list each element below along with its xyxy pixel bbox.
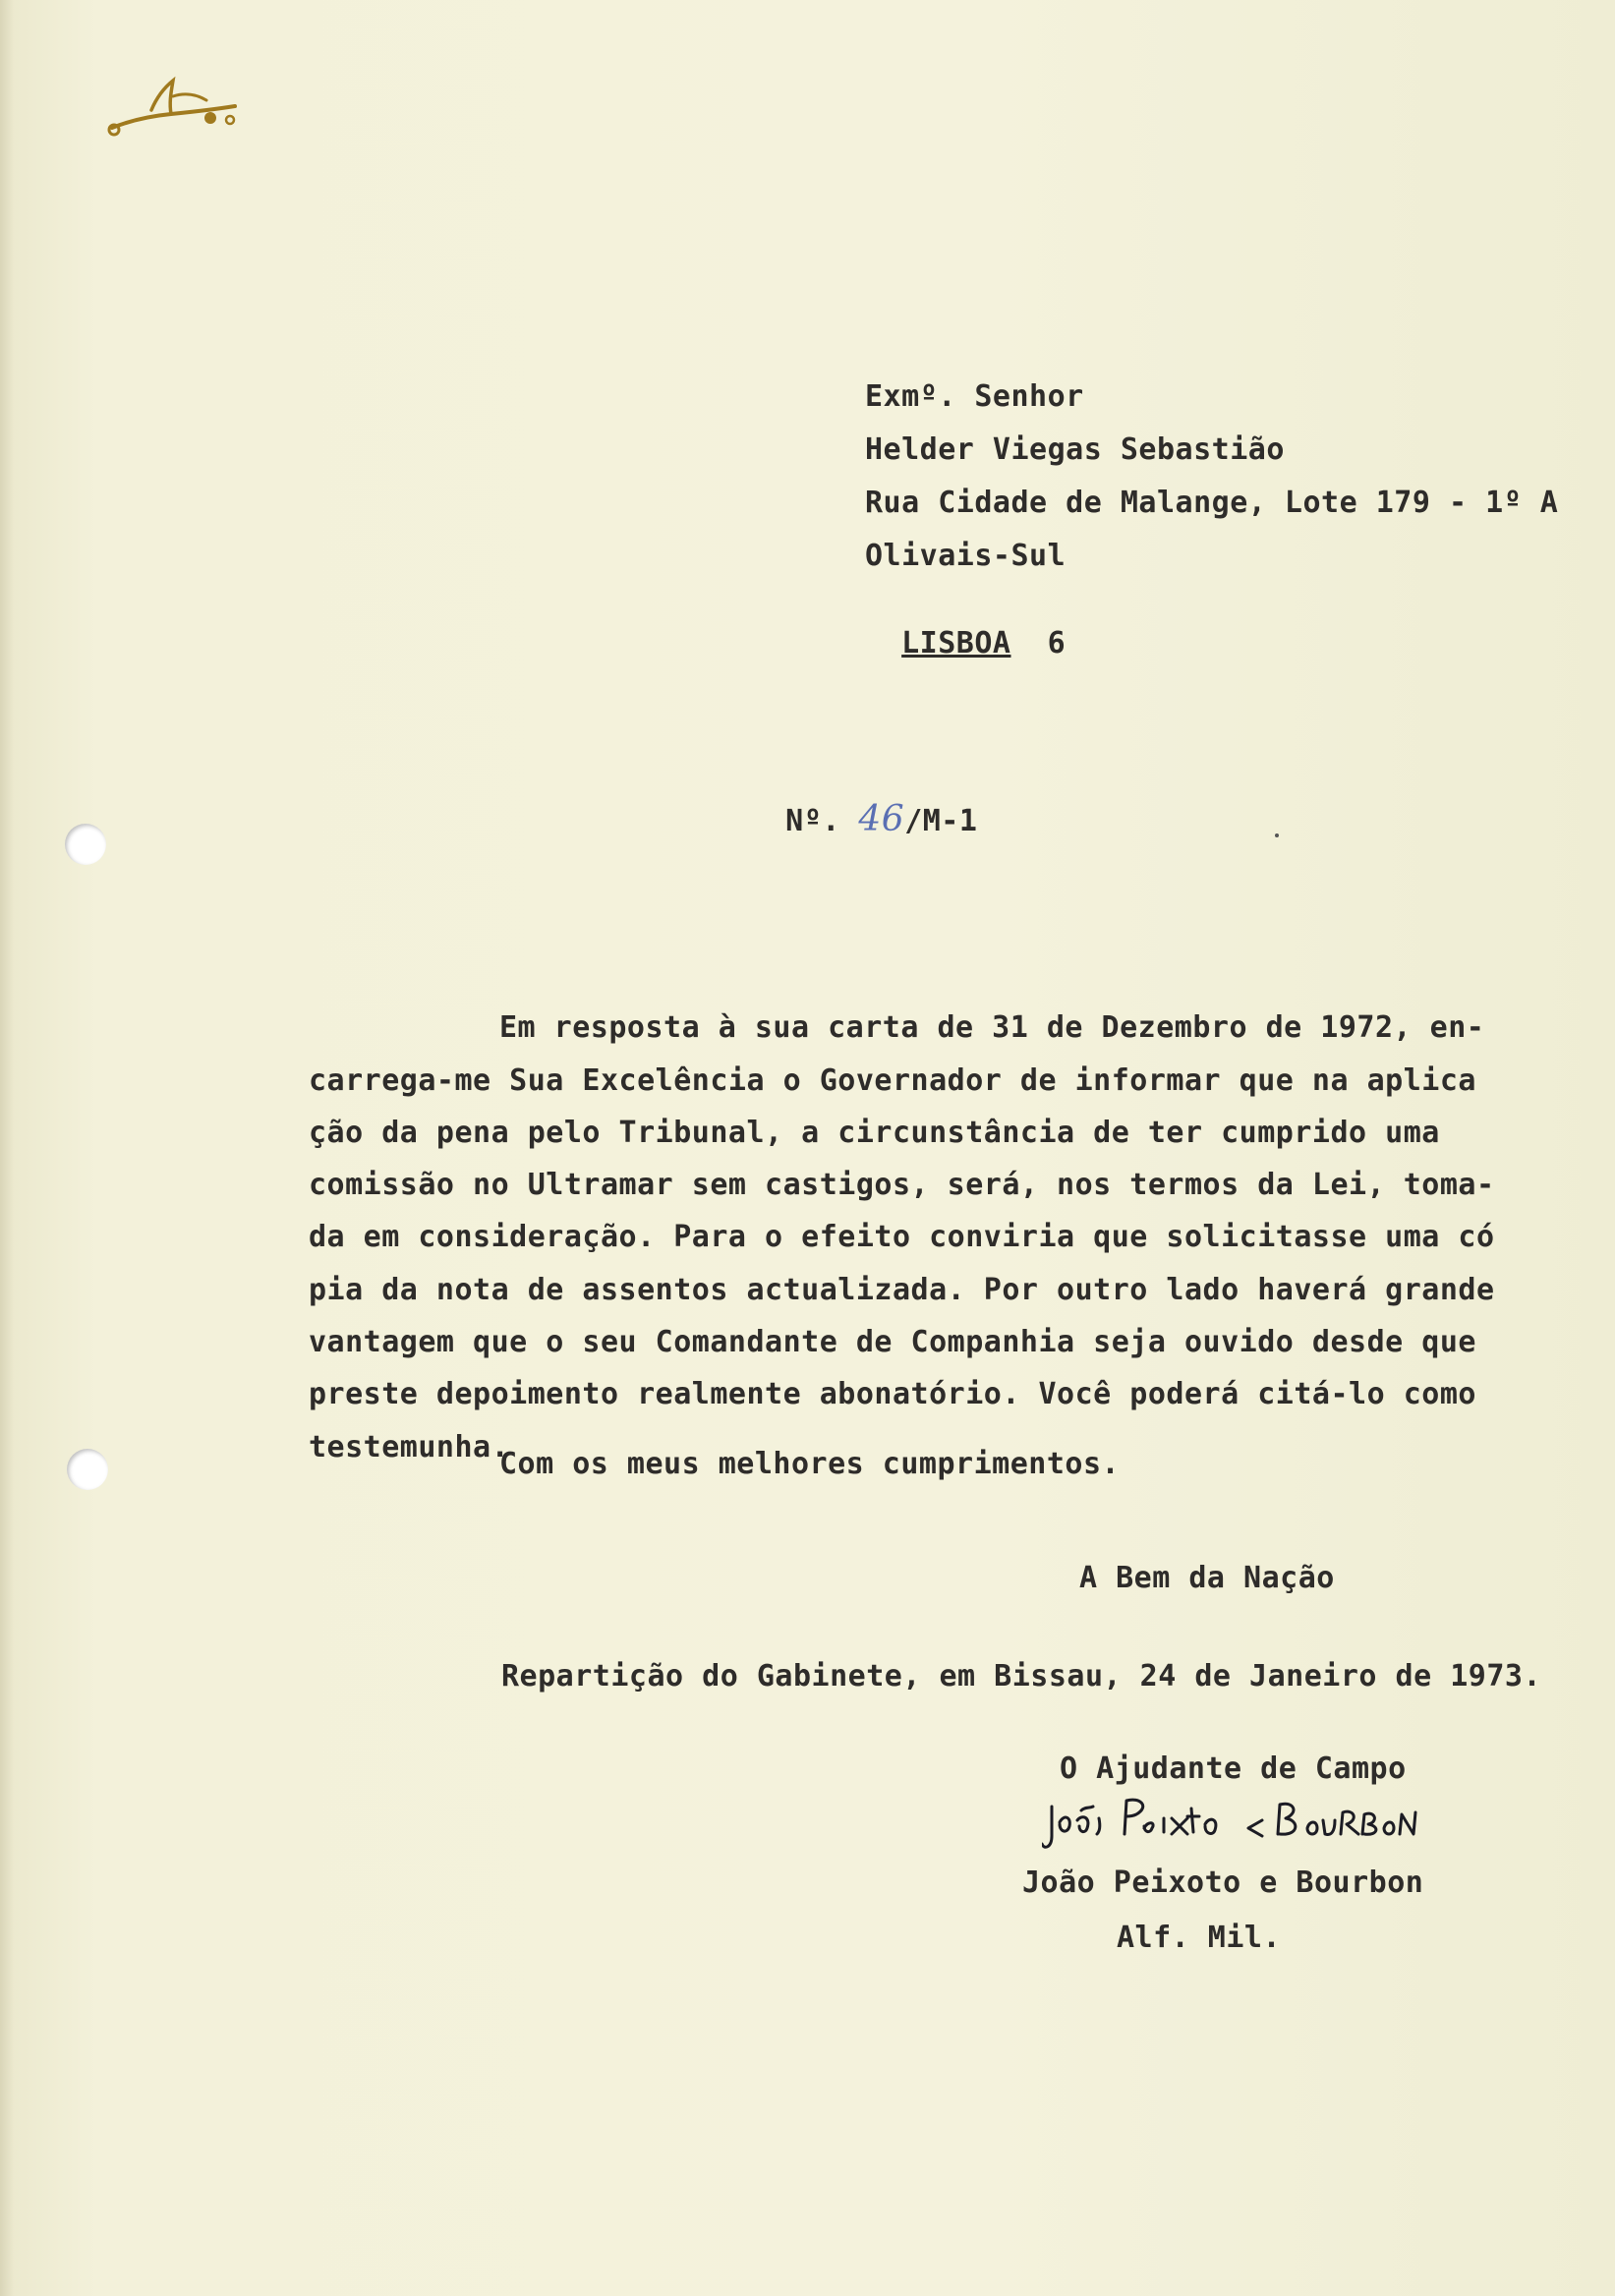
reference-suffix: /M-1 [904, 804, 978, 838]
body-line-2: carrega-me Sua Excelência o Governador de informar que na aplica [309, 1062, 1476, 1098]
addressee-city-line [865, 592, 1066, 660]
handwritten-reference-number: 46 [858, 799, 905, 839]
addressee-postal-code: 6 [1047, 626, 1067, 660]
signer-title: O Ajudante de Campo [1060, 1751, 1407, 1786]
place-date: Repartição do Gabinete, em Bissau, 24 de Janeiro de 1973. [501, 1659, 1542, 1693]
addressee-street: Rua Cidade de Malange, Lote 179 - 1º A [865, 486, 1559, 520]
addressee-city: LISBOA [901, 626, 1011, 660]
letter-body [309, 949, 1495, 1525]
ink-speck [1275, 833, 1279, 837]
archive-stamp-mark [102, 71, 250, 140]
body-line-3: ção da pena pelo Tribunal, a circunstância de ter cumprido uma [309, 1115, 1440, 1150]
punch-hole-top [65, 824, 106, 865]
body-line-5: da em consideração. Para o efeito conviria que solicitasse uma có [309, 1220, 1495, 1255]
closing-line: Com os meus melhores cumprimentos. [499, 1447, 1121, 1481]
body-line-1: Em resposta à sua carta de 31 de Dezembro de 1972, en- [499, 1010, 1485, 1046]
handwritten-signature [1042, 1789, 1455, 1858]
body-line-4: comissão no Ultramar sem castigos, será, nos termos da Lei, toma- [309, 1168, 1495, 1203]
addressee-salutation: Exmº. Senhor [865, 379, 1084, 414]
body-line-9: testemunha. [309, 1429, 510, 1464]
motto: A Bem da Nação [1079, 1561, 1335, 1595]
reference-prefix: Nº. [785, 804, 840, 838]
body-line-7: vantagem que o seu Comandante de Companhia seja ouvido desde que [309, 1325, 1476, 1360]
addressee-name: Helder Viegas Sebastião [865, 432, 1285, 467]
page-edge-shadow [0, 0, 14, 2296]
addressee-district: Olivais-Sul [865, 539, 1067, 573]
reference-number [749, 765, 977, 839]
signer-name: João Peixoto e Bourbon [1022, 1866, 1424, 1900]
signer-rank: Alf. Mil. [1117, 1921, 1282, 1955]
punch-hole-bottom [67, 1449, 108, 1490]
body-line-6: pia da nota de assentos actualizada. Por outro lado haverá grande [309, 1272, 1495, 1307]
body-line-8: preste depoimento realmente abonatório. Você poderá citá-lo como [309, 1377, 1476, 1412]
